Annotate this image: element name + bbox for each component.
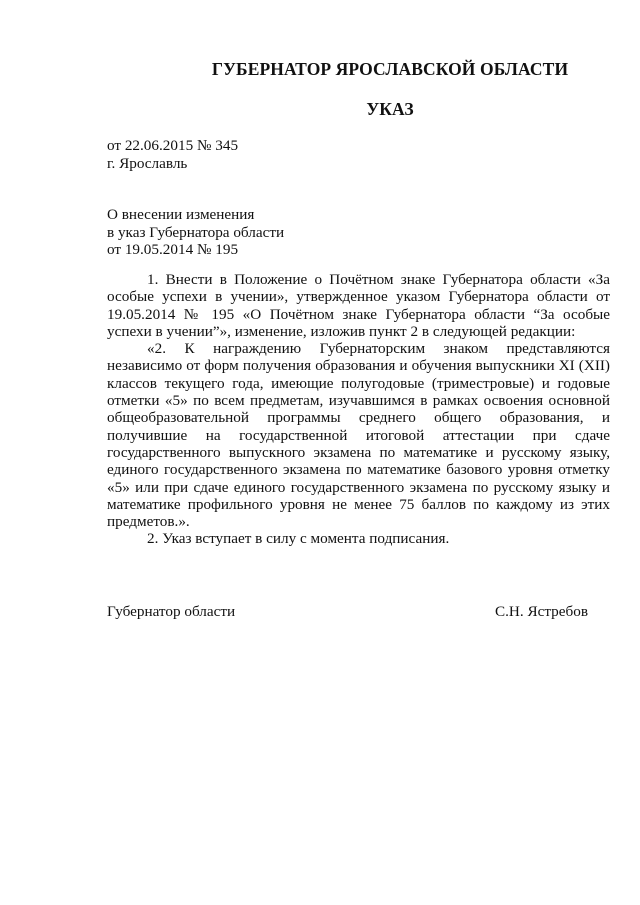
signatory-name: С.Н. Ястребов: [495, 603, 589, 620]
body-paragraph-2: «2. К награждению Губернаторским знаком представляются независимо от форм получения образования и обучения выпускники XI (XII) классов текущего года, имеющие полугодовые (триместровые) и годовые отметки «5» по всем предметам, изучавшимся в рамках освоения основной общеобразовательной программы среднего общего образования, и получившие на государственной итоговой аттестации при сдаче государственного выпускного экзамена по математике и русскому языку, единого государственного экзамена по математике базового уровня отметку «5» или при сдаче единого государственного экзамена по русскому языку и математике профильного уровня не менее 75 баллов по каждому из этих предметов.».: [107, 340, 610, 531]
document-body: [107, 271, 610, 548]
document-authority-heading: ГУБЕРНАТОР ЯРОСЛАВСКОЙ ОБЛАСТИ: [211, 59, 569, 79]
signatory-position: Губернатор области: [107, 603, 236, 620]
body-paragraph-3: 2. Указ вступает в силу с момента подписания.: [147, 530, 450, 548]
document-date-number: от 22.06.2015 № 345: [107, 137, 239, 154]
body-paragraph-1: 1. Внести в Положение о Почётном знаке Губернатора области «За особые успехи в учении», утвержденное указом Губернатора области от 19.05.2014 № 195 «О Почётном знаке Губернатора области “За особые успехи в учении”», изменение, изложив пункт 2 в следующей редакции:: [107, 271, 610, 340]
subject-line-3: от 19.05.2014 № 195: [107, 241, 239, 258]
document-city: г. Ярославль: [107, 155, 188, 172]
subject-line-2: в указ Губернатора области: [107, 224, 285, 241]
document-type-heading: УКАЗ: [366, 99, 414, 119]
subject-line-1: О внесении изменения: [107, 206, 255, 223]
